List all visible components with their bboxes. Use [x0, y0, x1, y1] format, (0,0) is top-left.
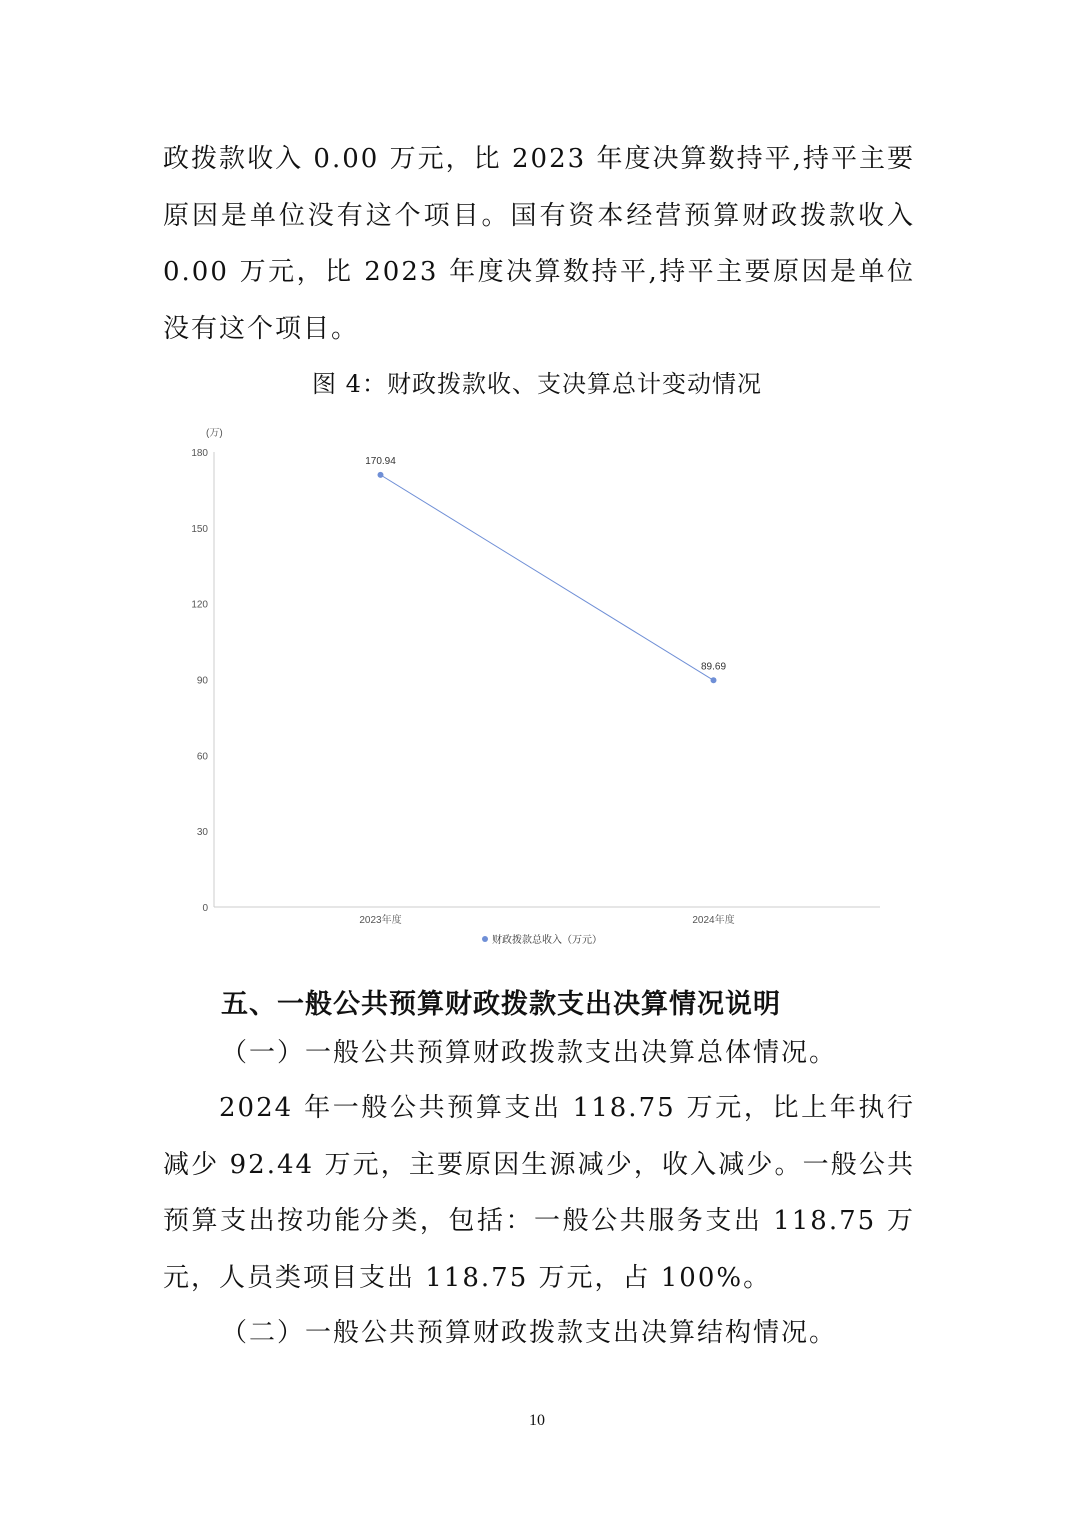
- legend-label: 财政拨款总收入（万元）: [492, 935, 602, 946]
- y-tick-label: 0: [202, 903, 208, 914]
- page-number: 10: [529, 1412, 545, 1429]
- data-label: 89.69: [700, 661, 727, 673]
- y-tick-label: 180: [191, 448, 208, 459]
- line-chart: [160, 420, 900, 960]
- y-tick-label: 30: [196, 827, 208, 839]
- y-tick-label: 150: [191, 523, 208, 535]
- x-tick-label: 2024年度: [692, 915, 735, 926]
- x-axis: [214, 907, 880, 926]
- data-label: 170.94: [365, 455, 396, 467]
- paragraph-expenditure: 2024 年一般公共预算支出 118.75 万元，比上年执行减少 92.44 万元，主要原因生源减少，收入减少。一般公共预算支出按功能分类，包括：一般公共服务支出 118.75 万元，人员类项目支出 118.75 万元，占 100%。: [163, 1093, 915, 1293]
- data-point: [378, 472, 384, 478]
- paragraph-intro: 政拨款收入 0.00 万元，比 2023 年度决算数持平,持平主要原因是单位没有这个项目。国有资本经营预算财政拨款收入 0.00 万元，比 2023 年度决算数持平,持平主要原因是单位没有这个项目。: [163, 144, 915, 344]
- legend-marker: [482, 936, 488, 942]
- section-heading: 五、一般公共预算财政拨款支出决算情况说明: [221, 989, 781, 1020]
- y-tick-label: 90: [196, 675, 208, 687]
- y-tick-label: 60: [196, 751, 208, 763]
- figure-caption: 图 4：财政拨款收、支决算总计变动情况: [312, 370, 762, 398]
- x-tick-label: 2023年度: [359, 915, 402, 926]
- data-point: [711, 677, 717, 683]
- y-axis: [191, 448, 214, 914]
- sub-heading-structure: （二）一般公共预算财政拨款支出决算结构情况。: [221, 1318, 838, 1348]
- sub-heading-overall: （一）一般公共预算财政拨款支出决算总体情况。: [221, 1038, 838, 1068]
- y-unit-label: (万): [206, 428, 223, 439]
- legend: [482, 933, 602, 946]
- series-group: [365, 456, 726, 683]
- y-tick-label: 120: [191, 599, 208, 611]
- series-line: [381, 475, 714, 680]
